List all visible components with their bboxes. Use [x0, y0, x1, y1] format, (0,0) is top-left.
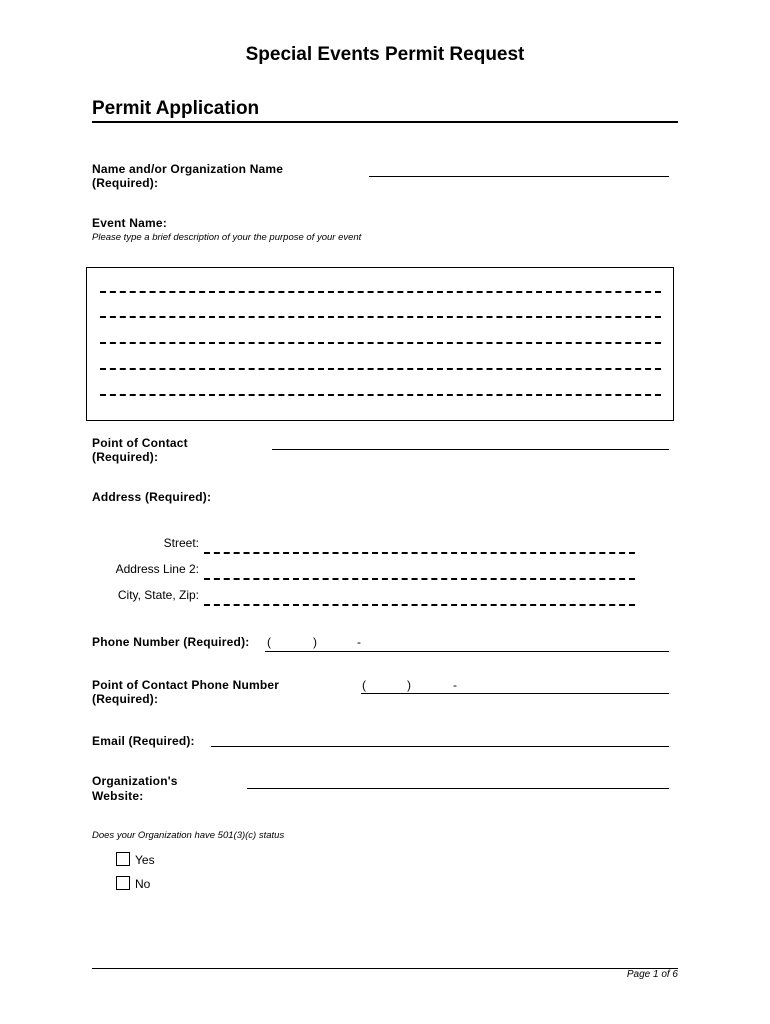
event-hint: Please type a brief description of your the purpose of your event: [92, 232, 362, 243]
event-description-line[interactable]: [100, 316, 661, 318]
contact-phone-label-line2: (Required):: [92, 692, 159, 706]
footer-rule: [92, 968, 678, 969]
heading-rule: [92, 121, 678, 123]
contact-label: [92, 436, 188, 464]
phone-paren-close: ): [313, 635, 317, 649]
contact-phone-label: [92, 678, 279, 706]
phone-label: Phone Number (Required):: [92, 635, 250, 649]
event-description-line[interactable]: [100, 394, 661, 396]
street-field[interactable]: [204, 552, 635, 554]
phone-field[interactable]: [265, 651, 669, 652]
address-label: Address (Required):: [92, 490, 212, 504]
yes-label: Yes: [135, 853, 155, 867]
name-org-field[interactable]: [369, 176, 669, 177]
contact-phone-field[interactable]: [361, 693, 669, 694]
name-org-label-line2: (Required):: [92, 176, 159, 190]
email-field[interactable]: [211, 746, 669, 747]
phone-dash: -: [357, 635, 361, 649]
contact-label-line1: Point of Contact: [92, 436, 188, 450]
address-line2-label: Address Line 2:: [115, 562, 199, 576]
name-org-label-line1: Name and/or Organization Name: [92, 162, 284, 176]
event-description-line[interactable]: [100, 368, 661, 370]
contact-label-line2: (Required):: [92, 450, 159, 464]
no-checkbox[interactable]: [116, 876, 130, 890]
website-label-line1: Organization's: [92, 774, 178, 788]
document-title: Special Events Permit Request: [245, 44, 525, 65]
city-state-zip-label: City, State, Zip:: [117, 588, 199, 602]
status-question: Does your Organization have 501(3)(c) status: [92, 830, 285, 841]
website-label-line2: Website:: [92, 789, 144, 803]
contact-phone-label-line1: Point of Contact Phone Number: [92, 678, 280, 692]
section-heading: Permit Application: [92, 98, 260, 119]
city-state-zip-field[interactable]: [204, 604, 635, 606]
contact-phone-paren-close: ): [407, 678, 411, 692]
contact-phone-dash: -: [453, 678, 457, 692]
website-field[interactable]: [247, 788, 669, 789]
contact-field[interactable]: [272, 449, 669, 450]
no-label: No: [135, 877, 151, 891]
page-number: Page 1 of 6: [626, 969, 678, 980]
address-line2-field[interactable]: [204, 578, 635, 580]
phone-paren-open: (: [267, 635, 271, 649]
event-description-line[interactable]: [100, 342, 661, 344]
street-label: Street:: [163, 536, 199, 550]
email-label: Email (Required):: [92, 734, 195, 748]
contact-phone-paren-open: (: [362, 678, 366, 692]
event-name-label: Event Name:: [92, 216, 167, 230]
name-org-label: [92, 162, 283, 190]
event-description-line[interactable]: [100, 291, 661, 293]
yes-checkbox[interactable]: [116, 852, 130, 866]
website-label: [92, 774, 178, 804]
